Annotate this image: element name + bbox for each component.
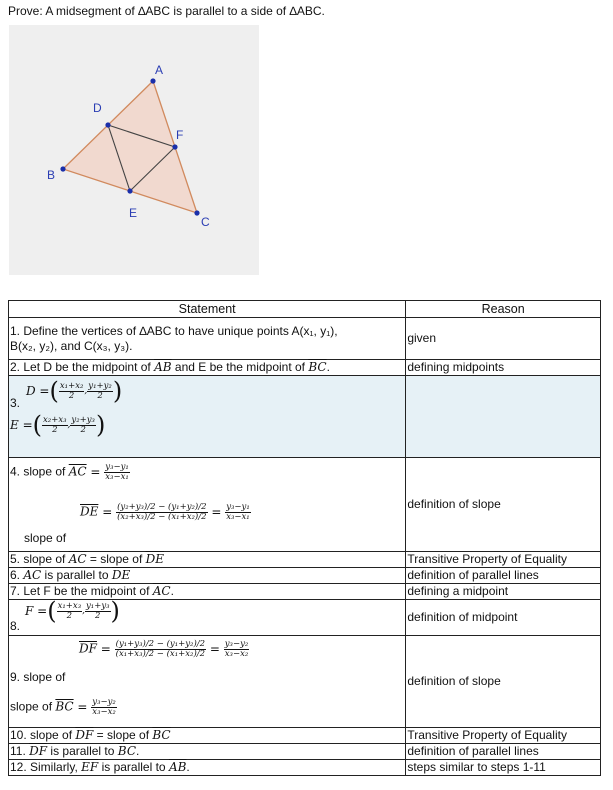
statement-header: Statement <box>9 301 406 318</box>
label-f: F <box>176 128 184 142</box>
formula-e: E =( $\frac{\text{x₂+x₃}}{2}$ , $\frac{\text{y₂+y₃}}{2}$ ) <box>10 410 106 439</box>
table-row <box>9 552 601 568</box>
reason-header: Reason <box>406 301 601 318</box>
reason-cell: definition of parallel lines <box>406 744 601 760</box>
label-b: B <box>47 168 56 182</box>
statement-text: 1. Define the vertices of ∆ABC to have unique points A(x₁, y₁), <box>10 323 338 338</box>
formula-d: 3. D =( $\frac{\text{x₁+x₂}}{2}$ , $\frac{\text{y₁+y₂}}{2}$ ) <box>10 376 123 410</box>
reason-cell: defining a midpoint <box>406 584 601 600</box>
reason-cell: Transitive Property of Equality <box>406 728 601 744</box>
reason-cell: definition of midpoint <box>406 600 601 636</box>
reason-cell: definition of slope <box>406 458 601 552</box>
point-b <box>60 166 65 171</box>
statement-cell <box>9 458 406 552</box>
statement-cell: 8. F =( $\frac{\text{x₁+x₃}}{2}$ , $\frac{\text{y₁+y₃}}{2}$ ) <box>9 600 406 636</box>
reason-cell: given <box>406 318 601 360</box>
reason-cell: Transitive Property of Equality <box>406 552 601 568</box>
label-a: A <box>155 63 164 77</box>
statement-cell: 7. Let F be the midpoint of $\overline{AC}$. <box>9 584 406 600</box>
table-row <box>9 744 601 760</box>
statement-cell: 11. $\overline{DF}$ is parallel to $\overline{BC}$. <box>9 744 406 760</box>
reason-cell: definition of parallel lines <box>406 568 601 584</box>
statement-cell <box>9 636 406 728</box>
reason-cell <box>406 376 601 458</box>
table-row <box>9 568 601 584</box>
table-row <box>9 360 601 376</box>
point-a <box>150 78 155 83</box>
statement-cell: 2. Let D be the midpoint of $\overline{AB}$ and E be the midpoint of $\overline{BC}$. <box>9 360 406 376</box>
slope-de: slope of $\overline{DE}$ = $\frac{\text{(y₂+y₃)/2 − (y₁+y₂)/2}}{\text{(x₂+x₃)/2 − (x₁+x₂)/2}}$ = $\frac{\text{y₃−y₁}}{\text{x₃−x₁}}$ <box>24 501 250 545</box>
label-e: E <box>129 206 138 220</box>
table-row <box>9 636 601 728</box>
statement-cell <box>9 318 406 360</box>
statement-cell: 12. Similarly, $\overline{EF}$ is parallel to $\overline{AB}$. <box>9 760 406 776</box>
statement-text: 9. slope of <box>10 670 66 684</box>
slope-ac: 4. slope of $\overline{AC}$ = $\frac{\text{y₃−y₁}}{\text{x₃−x₁}}$ <box>10 461 129 482</box>
proof-table <box>8 300 601 776</box>
statement-text: B(x₂, y₂), and C(x₃, y₃). <box>10 338 133 353</box>
label-c: C <box>201 215 210 229</box>
reason-cell: definition of slope <box>406 636 601 728</box>
triangle-figure <box>9 25 259 275</box>
table-header-row <box>9 301 601 318</box>
table-row <box>9 728 601 744</box>
reason-cell: steps similar to steps 1-11 <box>406 760 601 776</box>
table-row <box>9 458 601 552</box>
problem-title: Prove: A midsegment of ∆ABC is parallel to a side of ∆ABC. <box>8 4 325 18</box>
statement-cell: 10. slope of $\overline{DF}$ = slope of $\overline{BC}$ <box>9 728 406 744</box>
statement-cell: 6. $\overline{AC}$ is parallel to $\overline{DE}$ <box>9 568 406 584</box>
statement-cell <box>9 376 406 458</box>
table-row <box>9 760 601 776</box>
table-row <box>9 318 601 360</box>
point-c <box>194 210 199 215</box>
table-row <box>9 600 601 636</box>
statement-cell: 5. slope of $\overline{AC}$ = slope of $\overline{DE}$ <box>9 552 406 568</box>
triangle-diagram <box>9 25 259 275</box>
formula-f: F =( $\frac{\text{x₁+x₃}}{2}$ , $\frac{\text{y₁+y₃}}{2}$ ) <box>25 597 120 625</box>
reason-cell: defining midpoints <box>406 360 601 376</box>
table-row <box>9 376 601 458</box>
point-d <box>105 122 110 127</box>
slope-bc: slope of $\overline{BC}$ = $\frac{\text{y₃−y₂}}{\text{x₃−x₂}}$ <box>10 697 116 717</box>
point-f <box>172 144 177 149</box>
table-row <box>9 584 601 600</box>
label-d: D <box>93 101 102 115</box>
slope-df: $\overline{DF}$ = $\frac{\text{(y₁+y₃)/2 − (y₁+y₂)/2}}{\text{(x₁+x₃)/2 − (x₁+x₂)/2}}$ = $\frac{\text{y₃−y₂}}{\text{x₃−x₂}}$ <box>79 639 249 659</box>
point-e <box>127 188 132 193</box>
